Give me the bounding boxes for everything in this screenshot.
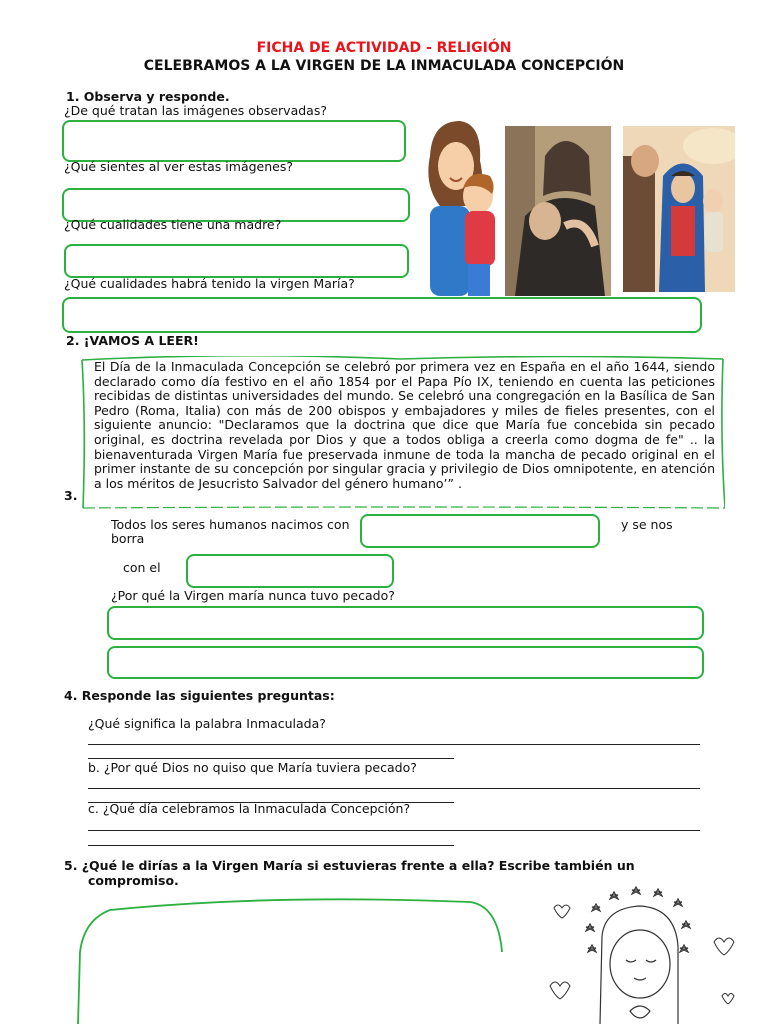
answer-box-6[interactable] (107, 646, 704, 679)
section4-heading: 4. Responde las siguientes preguntas: (64, 688, 335, 703)
answer-line[interactable] (88, 744, 700, 745)
reading-text: El Día de la Inmaculada Concepción se celebró por primera vez en España en el año 1644, siendo declarado como día festivo en el año 1854 por el Papa Pío IX, teniendo en cuenta las peticiones recibidas de distintas universidades del mundo. Se celebró una congregación en la Basílica de San Pedro (Roma, Italia) con más de 200 obispos y embajadores y miles de fieles presentes, con el siguiente anuncio: "Declaramos que la doctrina que dice que María fue concebida sin pecado original, es doctrina revelada por Dios y que a todos obliga a creerla como dogma de fe" .. la bienaventurada Virgen María fue preservada inmune de toda la mancha de pecado original en el primer instante de su concepción por singular gracia y privilegio de Dios omnipotente, en atención a los méritos de Jesucristo Salvador del género humano’” . (94, 359, 715, 491)
answer-line[interactable] (88, 845, 454, 846)
worksheet-subtitle: CELEBRAMOS A LA VIRGEN DE LA INMACULADA CONCEPCIÓN (143, 58, 625, 74)
question-1: ¿De qué tratan las imágenes observadas? (64, 103, 327, 118)
reading-frame (80, 356, 725, 510)
answer-box-3[interactable] (64, 244, 409, 278)
holy-family-image (623, 126, 735, 292)
fill-text-d: con el (123, 560, 161, 575)
fill-text-a: Todos los seres humanos nacimos con (111, 517, 350, 532)
answer-line[interactable] (88, 830, 700, 831)
fill-blank-1[interactable] (360, 514, 600, 548)
writing-area[interactable] (70, 892, 510, 1024)
question-4a: ¿Qué significa la palabra Inmaculada? (88, 716, 326, 731)
fill-text-c: borra (111, 531, 145, 546)
section1-heading: 1. Observa y responde. (66, 89, 230, 104)
section2-heading: 2. ¡VAMOS A LEER! (66, 333, 199, 348)
heart-icon (722, 994, 734, 1005)
question-4c: c. ¿Qué día celebramos la Inmaculada Concepción? (88, 801, 411, 816)
question-4: ¿Qué cualidades habrá tenido la virgen María? (64, 276, 355, 291)
answer-box-1[interactable] (62, 120, 406, 162)
section3-question: ¿Por qué la Virgen maría nunca tuvo pecado? (111, 588, 395, 603)
mother-hug-photo (505, 126, 611, 296)
answer-box-5[interactable] (107, 606, 704, 640)
fill-blank-2[interactable] (186, 554, 394, 588)
fill-text-b: y se nos (621, 517, 673, 532)
worksheet-title: FICHA DE ACTIVIDAD - RELIGIÓN (256, 40, 512, 56)
heart-icon (550, 982, 570, 999)
question-2: ¿Qué sientes al ver estas imágenes? (64, 159, 293, 174)
heart-icon (714, 938, 734, 955)
answer-line[interactable] (88, 788, 700, 789)
answer-box-4[interactable] (62, 297, 702, 333)
answer-line[interactable] (88, 758, 454, 759)
section5-heading-line2: compromiso. (88, 873, 179, 888)
virgin-mary-drawing (540, 886, 740, 1024)
section5-heading-line1: 5. ¿Qué le dirías a la Virgen María si estuvieras frente a ella? Escribe también un (64, 858, 635, 873)
mother-child-illustration (420, 116, 500, 296)
section3-number: 3. (64, 488, 78, 503)
heart-icon (554, 905, 570, 918)
question-3: ¿Qué cualidades tiene una madre? (64, 217, 282, 232)
question-4b: b. ¿Por qué Dios no quiso que María tuviera pecado? (88, 760, 417, 775)
